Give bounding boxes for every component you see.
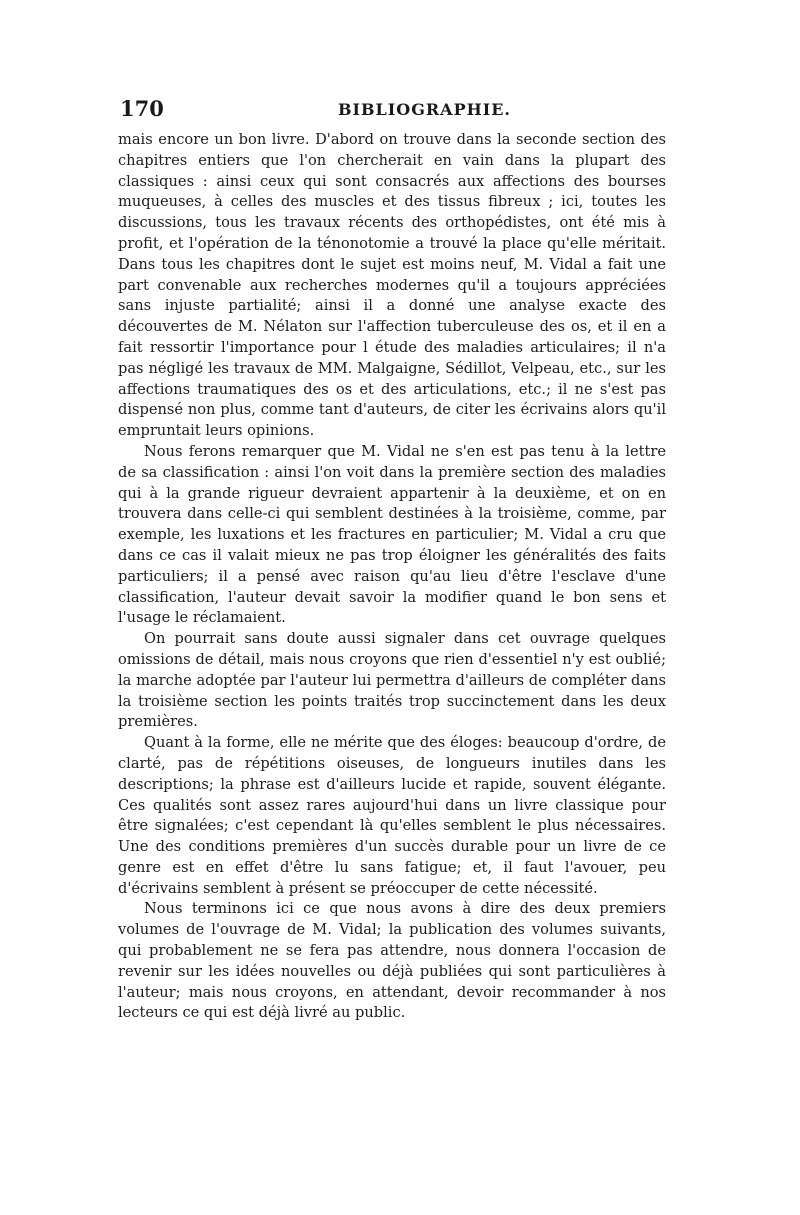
page-header (120, 96, 668, 126)
paragraph-2: Nous ferons remarquer que M. Vidal ne s'en est pas tenu à la lettre de sa classification : ainsi l'on voit dans la première section des maladies qui à la grande rigueur devraient appartenir à la deuxième, et on en trouvera dans celle-ci qui semblent destinées à la troisième, comme, par exemple, les luxations et les fractures en particulier; M. Vidal a cru que dans ce cas il valait mieux ne pas trop éloigner les généralités des faits particuliers; il a pensé avec raison qu'au lieu d'être l'esclave d'une classification, l'auteur devait savoir la modifier quand le bon sens et l'usage le réclamaient. (118, 442, 666, 627)
body-text (118, 130, 666, 1024)
running-title: BIBLIOGRAPHIE. (338, 100, 511, 119)
paragraph-3: On pourrait sans doute aussi signaler dans cet ouvrage quelques omissions de détail, mais nous croyons que rien d'essentiel n'y est oublié; la marche adoptée par l'auteur lui permettra d'ailleurs de compléter dans la troisième section les points traités trop succinctement dans les deux premières. (118, 630, 666, 731)
page-number: 170 (120, 96, 164, 121)
paragraph-1: mais encore un bon livre. D'abord on trouve dans la seconde section des chapitres entiers que l'on chercherait en vain dans la plupart des classiques : ainsi ceux qui sont consacrés aux affections des bourses muqueuses, à celles des muscles et des tissus fibreux ; ici, toutes les discussions, tous les travaux récents des orthopédistes, ont été mis à profit, et l'opération de la ténonotomie a trouvé la place qu'elle méritait. Dans tous les chapitres dont le sujet est moins neuf, M. Vidal a fait une part convenable aux recherches modernes qu'il a toujours appréciées sans injuste partialité; ainsi il a donné une analyse exacte des découvertes de M. Nélaton sur l'affection tuberculeuse des os, et il en a fait ressortir l'importance pour l étude des maladies articulaires; il n'a pas négligé les travaux de MM. Malgaigne, Sédillot, Velpeau, etc., sur les affections traumatiques des os et des articulations, etc.; il ne s'est pas dispensé non plus, comme tant d'auteurs, de citer les écrivains alors qu'il empruntait leurs opinions. (118, 131, 666, 440)
paragraph-4: Quant à la forme, elle ne mérite que des éloges: beaucoup d'ordre, de clarté, pas de répétitions oiseuses, de longueurs inutiles dans les descriptions; la phrase est d'ailleurs lucide et rapide, souvent élégante. Ces qualités sont assez rares aujourd'hui dans un livre classique pour être signalées; c'est cependant là qu'elles semblent le plus nécessaires. Une des conditions premières d'un succès durable pour un livre de ce genre est en effet d'être lu sans fatigue; et, il faut l'avouer, peu d'écrivains semblent à présent se préoccuper de cette nécessité. (118, 734, 666, 897)
paragraph-5: Nous terminons ici ce que nous avons à dire des deux premiers volumes de l'ouvrage de M. Vidal; la publication des volumes suivants, qui probablement ne se fera pas attendre, nous donnera l'occasion de revenir sur les idées nouvelles ou déjà publiées qui sont particulières à l'auteur; mais nous croyons, en attendant, devoir recommander à nos lecteurs ce qui est déjà livré au public. (118, 900, 666, 1022)
